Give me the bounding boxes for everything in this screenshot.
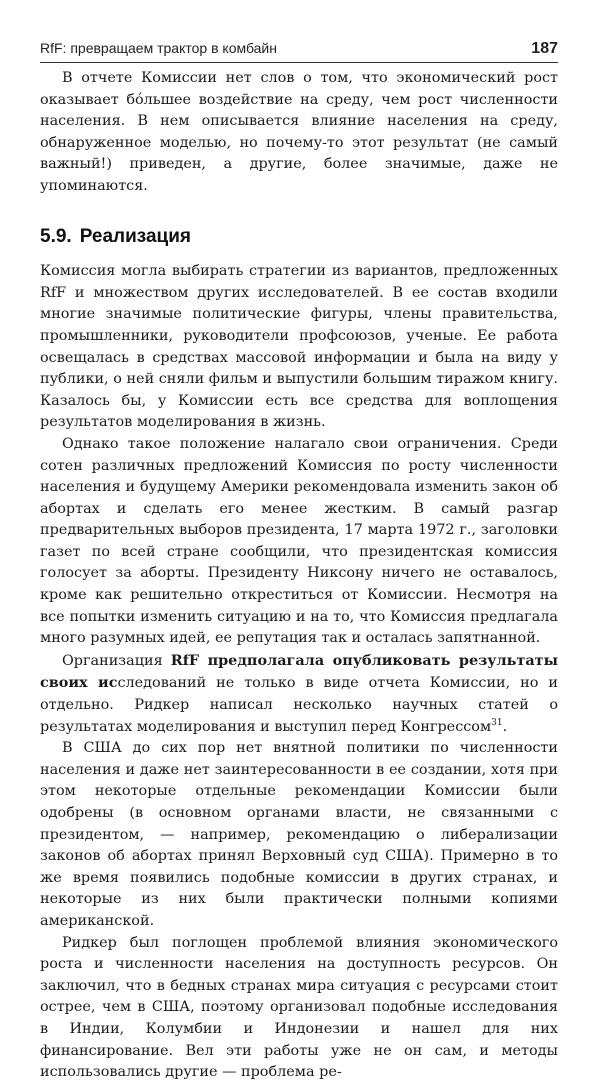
paragraph-ridker: Ридкер был поглощен проблемой влияния экономического роста и численности населения на доступность ресурсов. Он заключил, что в бедных странах мира ситуация с ресурсами стоит острее, чем в США, поэтому организовал подобные исследования в Индии, Колумбии и Индонезии и нашел для них финансирование. Вел эти работы уже не он сам, и методы использовались другие — проблема ре- xyxy=(40,934,558,1081)
rff-text-end: . xyxy=(502,718,508,735)
rff-text-after: следований не только в виде отчета Комиссии, но и отдельно. Ридкер написал несколько научных статей о результатах моделирования и выступил перед Конгрессом xyxy=(40,675,559,735)
section-title: Реализация xyxy=(79,225,191,247)
paragraph-rff-publication xyxy=(40,650,558,738)
rff-text-before: Организация xyxy=(62,652,171,669)
section-number: 5.9. xyxy=(40,225,72,247)
paragraph-limitations: Однако такое положение налагало свои ограничения. Среди сотен различных предложений Комиссия по росту численности населения и будущему Америки рекомендовала изменить закон об абортах и сделать его менее жестким. В самый разгар предварительных выборов президента, 17 марта 1972 г., заголовки газет по всей стране сообщили, что президентская комиссия голосует за аборты. Президенту Никсону ничего не оставалось, кроме как решительно откреститься от Комиссии. Несмотря на все попытки изменить ситуацию и на то, что Комиссия предлагала много разумных идей, ее репутация так и осталась запятнанной. xyxy=(40,435,558,647)
running-title: RfF: превращаем трактор в комбайн xyxy=(40,40,277,56)
paragraph-commission: Комиссия могла выбирать стратегии из вариантов, предложенных RfF и множеством других исследователей. В ее состав входили многие значимые политические фигуры, члены правительства, промышленники, руководители профсоюзов, ученые. Ее работа освещалась в средствах массовой информации и была на виду у публики, о ней сняли фильм и выпустили большим тиражом книгу. Казалось бы, у Комиссии есть все средства для воплощения результатов моделирования в жизнь. xyxy=(40,263,558,431)
book-page xyxy=(40,40,558,1084)
footnote-marker: 31 xyxy=(491,717,503,728)
running-header xyxy=(40,40,558,63)
paragraph-intro: В отчете Комиссии нет слов о том, что экономический рост оказывает бóльшее воздействие на среду, чем рост численности населения. В нем описывается влияние населения на среду, обнаруженное моделью, но почему-то этот результат (не самый важный!) приведен, а другие, более значимые, даже не упоминаются. xyxy=(40,70,558,194)
section-heading xyxy=(40,226,558,248)
paragraph-us-policy: В США до сих пор нет внятной политики по численности населения и даже нет заинтересованности в ее создании, хотя при этом некоторые отдельные рекомендации Комиссии были одобрены (в основном органами власти, не связанными с президентом, — например, рекомендацию о либерализации законов об абортах принял Верховный суд США). Примерно в то же время появились подобные комиссии в других странах, и некоторые из них были практически полными копиями американской. xyxy=(40,740,558,929)
body-text xyxy=(40,68,558,1084)
rff-text-bold: RfF предполагала опубликовать результаты своих ис xyxy=(40,651,559,692)
page-number: 187 xyxy=(531,40,558,57)
